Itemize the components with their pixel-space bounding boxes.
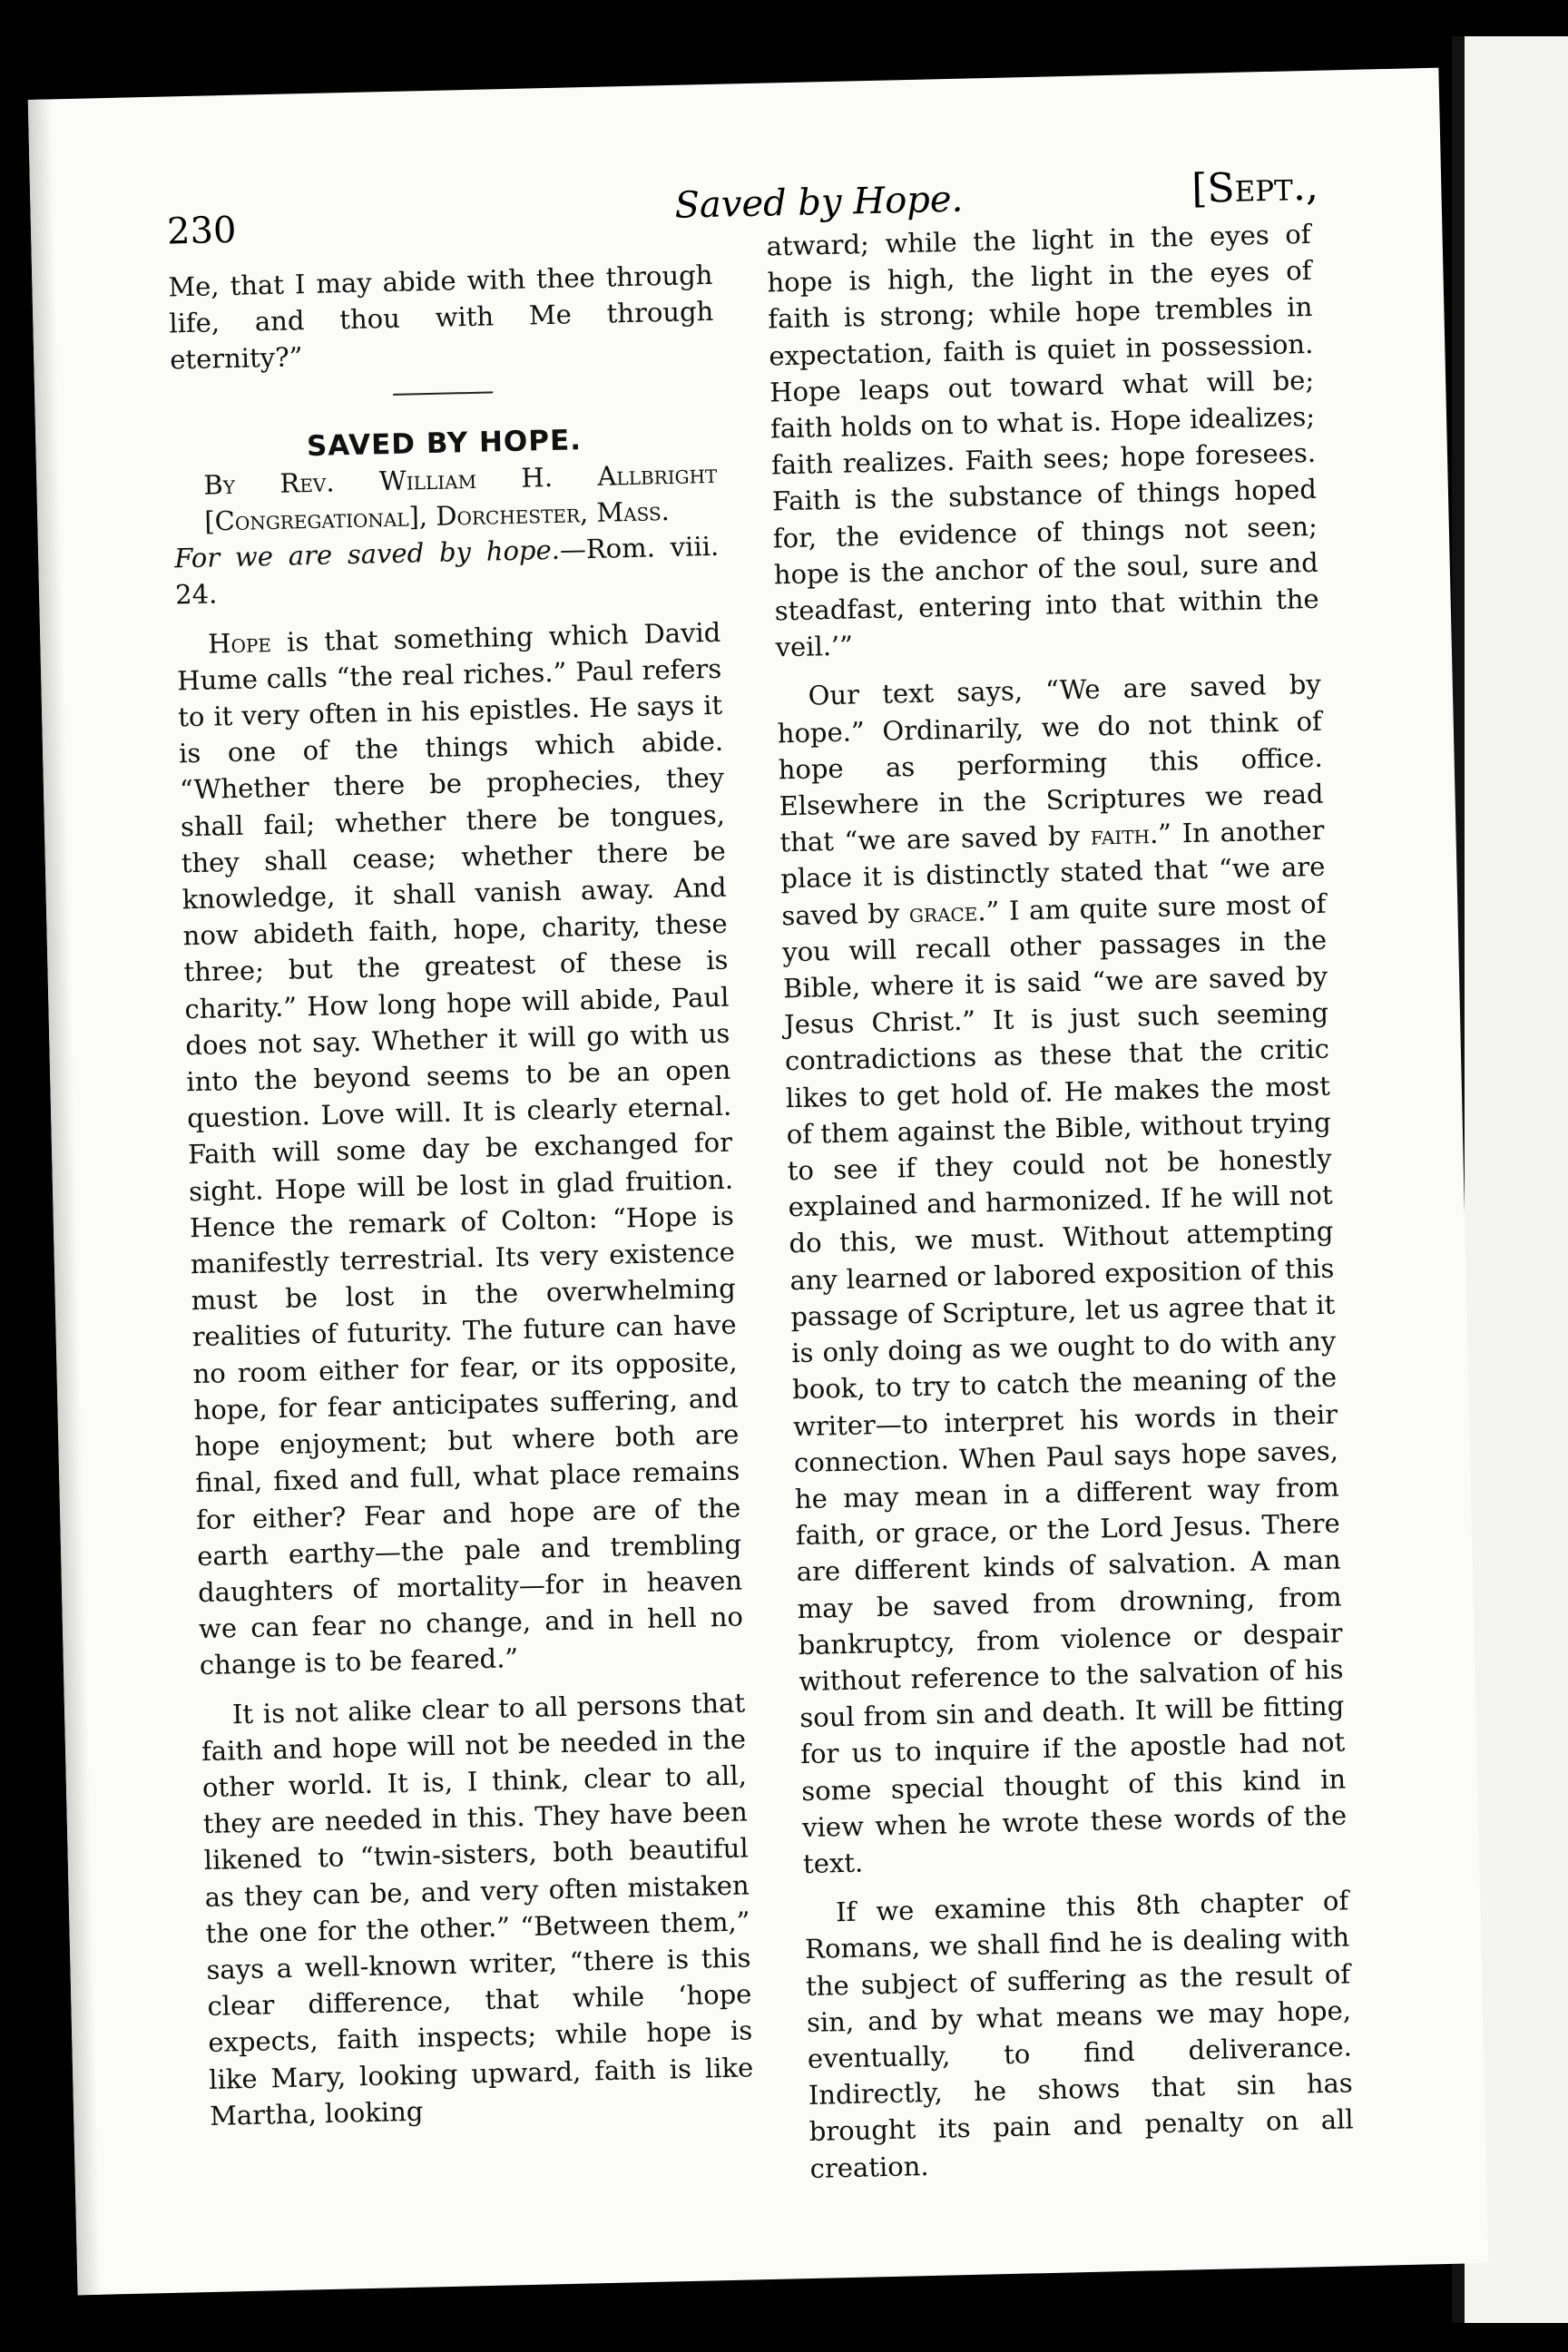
epigraph-text: For we are saved by hope. <box>173 534 561 574</box>
page-number: 230 <box>166 209 237 253</box>
book-page <box>28 68 1489 2296</box>
byline: By Rev. William H. Allbright [Congregational], Dorchester, Mass. <box>203 457 718 537</box>
running-title: Saved by Hope. <box>674 178 964 227</box>
epigraph <box>174 528 720 613</box>
page-gutter-shadow <box>28 99 102 2295</box>
continuation-text: atward; while the light in the eyes of hope is high, the light in the eyes of faith is strong; while hope trembles in expectation, faith is quiet in possession. Hope leaps out toward what will be; faith holds on to what is. Hope idealizes; faith realizes. Faith sees; hope foresees. Faith is the substance of things hoped for, the evidence of things not seen; hope is the anchor of the soul, sure and steadfast, entering into that within the veil.’” <box>766 218 1319 663</box>
paragraph-text: .” In another place it is distinctly stated that “we are saved by <box>780 815 1326 931</box>
paragraph: If we examine this 8th chapter of Romans, we shall find he is dealing with the subject of suffering as the result of sin, and by what means we may hope, eventually, to find deliverance. Indirectly, he shows that sin has brought its pain and penalty on all creation. <box>804 1885 1355 2184</box>
paragraph-text: is that something which David Hume calls “the real riches.” Paul refers to it very often in his epistles. He says it is one of the things which abide. “Whether there be prophecies, they shall fail; whether there be tongues, they shall cease; whether there be knowledge, it shall vanish away. And now abideth faith, hope, charity, these three; but the greatest of these is charity.” How long hope will abide, Paul does not say. Whether it will go with us into the beyond seems to be an open question. Love will. It is clearly eternal. Faith will some day be exchanged for sight. Hope will be lost in glad fruition. Hence the remark of Colton: “Hope is manifestly terrestrial. Its very existence must be lost in the overwhelming realities of futurity. The future can have no room either for fear, or its opposite, hope, for fear anticipates suffering, and hope enjoyment; but where both are final, fixed and full, what place remains for either? Fear and hope are of the earth earthy—the pale and trembling daughters of mortality—for in heaven we can fear no change, and in hell no change is to be feared.” <box>176 616 744 1681</box>
right-column <box>766 216 1355 2187</box>
paragraph-lead-word: Hope <box>207 626 272 660</box>
paragraph: It is not alike clear to all persons that faith and hope will not be needed in the other world. It is, I think, clear to all, they are needed in this. They have been likened to “twin-sisters, both beautiful as they can be, and very often mistaken the one for the other.” “Between them,” says a well-known writer, “there is this clear difference, that while ‘hope expects, faith inspects; while hope is like Mary, looking upward, faith is like Martha, looking <box>201 1686 754 2132</box>
paragraph-text: Our text says, “We are saved by hope.” Ordinarily, we do not think of hope as performing this office. Elsewhere in the Scriptures we read that “we are saved by <box>777 669 1324 858</box>
continuation-text: Me, that I may abide with thee through life, and thou with Me through eternity?” <box>168 259 714 376</box>
section-divider <box>393 391 493 395</box>
epigraph-reference: —Rom. viii. 24. <box>174 531 720 611</box>
article-title: SAVED BY HOPE. <box>306 423 583 463</box>
paragraph-text: .” I am quite sure most of you will recall other passages in the Bible, where it is said “we are saved by Jesus Christ.” It is just such seeming contradictions as these that the critic likes to get hold of. He makes the most of them against the Bible, without trying to see if they could not be honestly explained and harmonized. If he will not do this, we must. Without attempting any learned or labored exposition of this passage of Scripture, let us agree that it is only doing as we ought to do with any book, to try to catch the meaning of the writer—to interpret his words in their connection. When Paul says hope saves, he may mean in a different way from faith, or grace, or the Lord Jesus. There are different kinds of salvation. A man may be saved from drowning, from bankruptcy, from violence or despair without reference to the salvation of his soul from sin and death. It will be fitting for us to inquire if the apostle had not some special thought of this kind in view when he wrote these words of the text. <box>781 887 1348 1880</box>
paragraph <box>776 666 1348 1882</box>
running-month: [Sept., <box>1191 162 1319 212</box>
left-column <box>168 257 754 2134</box>
emphasis-faith: faith <box>1090 818 1151 851</box>
paragraph <box>176 613 744 1683</box>
emphasis-grace: grace <box>908 896 978 928</box>
